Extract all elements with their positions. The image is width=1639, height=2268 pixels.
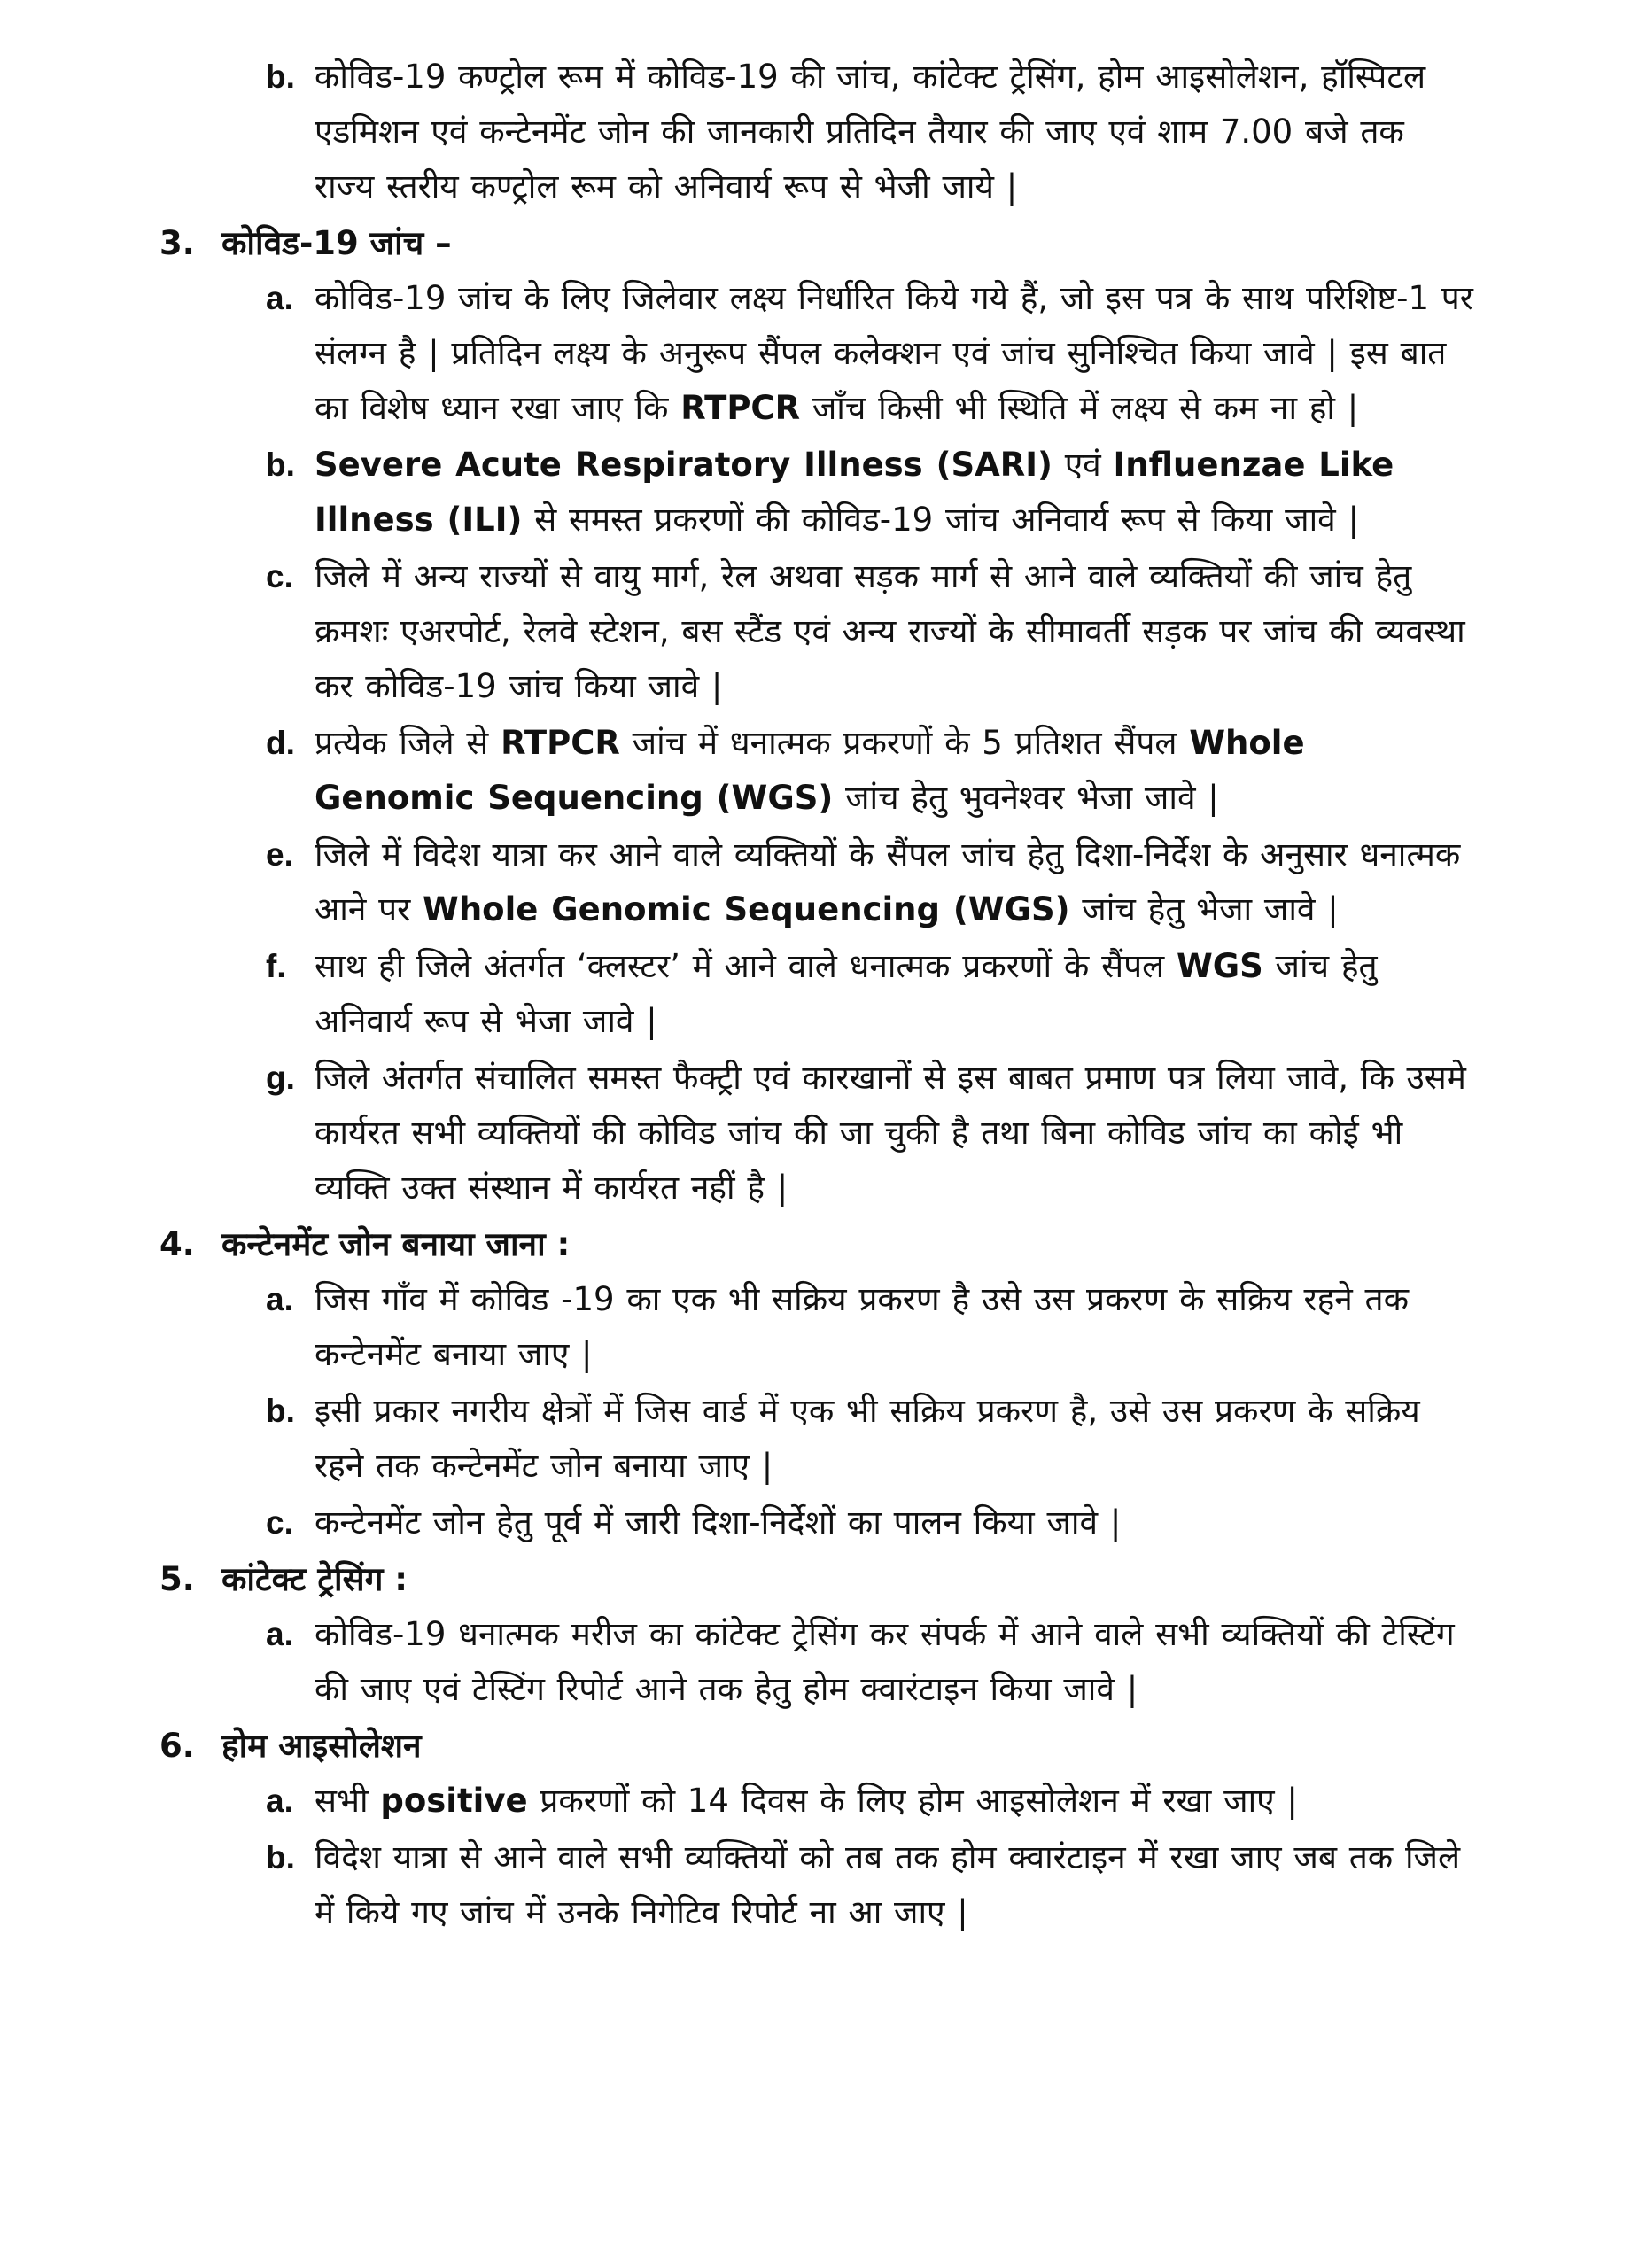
bold-term: Influenzae Like Illness (ILI)	[315, 446, 1394, 539]
item-letter: d.	[266, 725, 295, 761]
bold-term: WGS	[1176, 947, 1263, 985]
section-4	[0, 1217, 1639, 1550]
list-item	[266, 827, 1475, 937]
text-run: जिले में अन्य राज्यों से वायु मार्ग, रेल अथवा सड़क मार्ग से आने वाले व्यक्तियों की जांच हेतु क्रमशः एअरपोर्ट, रेलवे स्टेशन, बस स्टैंड एवं अन्य राज्यों के सीमावर्ती सड़क पर जांच की व्यवस्था कर कोविड-19 जांच किया जावे |	[315, 557, 1465, 705]
list-item	[266, 1051, 1475, 1216]
text-run: सभी	[315, 1782, 381, 1820]
list-item	[266, 1774, 1475, 1829]
item-text: कोविड-19 कण्ट्रोल रूम में कोविड-19 की जांच, कांटेक्ट ट्रेसिंग, होम आइसोलेशन, हॉस्पिटल एडमिशन एवं कन्टेनमेंट जोन की जानकारी प्रतिदिन तैयार की जाए एवं शाम 7.00 बजे तक राज्य स्तरीय कण्ट्रोल रूम को अनिवार्य रूप से भेजी जाये |	[315, 58, 1426, 206]
item-text	[315, 939, 1475, 1049]
text-run: जाँच किसी भी स्थिति में लक्ष्य से कम ना हो |	[800, 389, 1359, 427]
item-letter: f.	[266, 948, 286, 984]
item-letter: a.	[266, 1616, 293, 1652]
text-run: जिस गाँव में कोविड -19 का एक भी सक्रिय प्रकरण है उसे उस प्रकरण के सक्रिय रहने तक कन्टेनमेंट बनाया जाए |	[315, 1280, 1410, 1373]
section-title: कन्टेनमेंट जोन बनाया जाना :	[221, 1225, 571, 1263]
item-letter: e.	[266, 836, 293, 873]
item-letter: a.	[266, 1281, 293, 1317]
text-run: एवं	[1052, 446, 1114, 484]
item-text	[315, 827, 1475, 937]
list-item	[266, 438, 1475, 548]
section-title: होम आइसोलेशन	[221, 1727, 422, 1765]
section-number: 4.	[159, 1225, 195, 1263]
section-number: 6.	[159, 1727, 195, 1765]
text-run: जिले में विदेश यात्रा कर आने वाले व्यक्तियों के सैंपल जांच हेतु दिशा-निर्देश के अनुसार धनात्मक आने पर	[315, 835, 1461, 928]
section-title: कोविड-19 जांच –	[221, 224, 452, 262]
section-number: 5.	[159, 1560, 195, 1598]
text-run: से समस्त प्रकरणों की कोविड-19 जांच अनिवार्य रूप से किया जावे |	[522, 501, 1359, 539]
text-run: प्रत्येक जिले से	[315, 724, 501, 762]
bold-term: Severe Acute Respiratory Illness (SARI)	[315, 446, 1053, 484]
text-run: कन्टेनमेंट जोन हेतु पूर्व में जारी दिशा-निर्देशों का पालन किया जावे |	[315, 1503, 1122, 1542]
bold-term: Whole Genomic Sequencing (WGS)	[315, 724, 1305, 817]
text-run: इसी प्रकार नगरीय क्षेत्रों में जिस वार्ड में एक भी सक्रिय प्रकरण है, उसे उस प्रकरण के सक्रिय रहने तक कन्टेनमेंट जोन बनाया जाए |	[315, 1392, 1420, 1485]
bold-term: RTPCR	[501, 724, 620, 762]
bold-term: RTPCR	[680, 389, 801, 427]
sections-container	[0, 216, 1639, 1940]
section-heading	[159, 216, 1639, 271]
list-item	[266, 271, 1475, 436]
bold-term: positive	[380, 1782, 528, 1820]
list-item	[266, 1607, 1475, 1717]
bold-term: Whole Genomic Sequencing (WGS)	[423, 890, 1070, 928]
item-letter: b.	[266, 447, 295, 483]
item-text	[315, 1384, 1475, 1494]
section-title: कांटेक्ट ट्रेसिंग :	[221, 1560, 408, 1598]
item-text	[315, 1830, 1475, 1940]
item-letter: a.	[266, 280, 293, 316]
list-item	[266, 716, 1475, 826]
list-item	[266, 1830, 1475, 1940]
list-item	[266, 1384, 1475, 1494]
text-run: जिले अंतर्गत संचालित समस्त फैक्ट्री एवं कारखानों से इस बाबत प्रमाण पत्र लिया जावे, कि उसमे कार्यरत सभी व्यक्तियों की कोविड जांच की जा चुकी है तथा बिना कोविड जांच का कोई भी व्यक्ति उक्त संस्थान में कार्यरत नहीं है |	[315, 1059, 1466, 1207]
text-run: जांच हेतु भेजा जावे |	[1069, 890, 1339, 928]
section-number: 3.	[159, 224, 195, 262]
item-letter: g.	[266, 1060, 295, 1096]
list-item	[266, 1495, 1475, 1550]
section-6	[0, 1719, 1639, 1940]
item-letter: b.	[266, 1839, 295, 1876]
item-text	[315, 438, 1475, 548]
item-text	[315, 549, 1475, 714]
section-heading	[159, 1719, 1639, 1774]
text-run: विदेश यात्रा से आने वाले सभी व्यक्तियों को तब तक होम क्वारंटाइन में रखा जाए जब तक जिले में किये गए जांच में उनके निगेटिव रिपोर्ट ना आ जाए |	[315, 1838, 1461, 1931]
item-letter: c.	[266, 1504, 293, 1541]
section-5	[0, 1552, 1639, 1717]
item-text	[315, 271, 1475, 436]
item-letter: b.	[266, 58, 295, 95]
item-letter: a.	[266, 1783, 293, 1819]
intro-item	[266, 50, 1475, 214]
item-text	[315, 716, 1475, 826]
item-letter: b.	[266, 1393, 295, 1429]
section-heading	[159, 1552, 1639, 1607]
item-text	[315, 1272, 1475, 1382]
text-run: कोविड-19 धनात्मक मरीज का कांटेक्ट ट्रेसिंग कर संपर्क में आने वाले सभी व्यक्तियों की टेस्टिंग की जाए एवं टेस्टिंग रिपोर्ट आने तक हेतु होम क्वारंटाइन किया जावे |	[315, 1615, 1455, 1708]
list-item	[266, 939, 1475, 1049]
text-run: प्रकरणों को 14 दिवस के लिए होम आइसोलेशन में रखा जाए |	[527, 1782, 1298, 1820]
section-heading	[159, 1217, 1639, 1272]
text-run: जांच में धनात्मक प्रकरणों के 5 प्रतिशत सैंपल	[619, 724, 1190, 762]
section-3	[0, 216, 1639, 1216]
item-text	[315, 1774, 1475, 1829]
item-text	[315, 1607, 1475, 1717]
list-item	[266, 549, 1475, 714]
list-item	[266, 1272, 1475, 1382]
item-letter: c.	[266, 558, 293, 594]
text-run: जांच हेतु अनिवार्य रूप से भेजा जावे |	[315, 947, 1378, 1040]
item-text	[315, 1495, 1475, 1550]
text-run: साथ ही जिले अंतर्गत ‘क्लस्टर’ में आने वाले धनात्मक प्रकरणों के सैंपल	[315, 947, 1177, 985]
text-run: कोविड-19 जांच के लिए जिलेवार लक्ष्य निर्धारित किये गये हैं, जो इस पत्र के साथ परिशिष्ट-1 पर संलग्न है | प्रतिदिन लक्ष्य के अनुरूप सैंपल कलेक्शन एवं जांच सुनिश्चित किया जावे | इस बात का विशेष ध्यान रखा जाए कि	[315, 279, 1473, 427]
text-run: जांच हेतु भुवनेश्वर भेजा जावे |	[833, 779, 1219, 817]
item-text	[315, 1051, 1475, 1216]
